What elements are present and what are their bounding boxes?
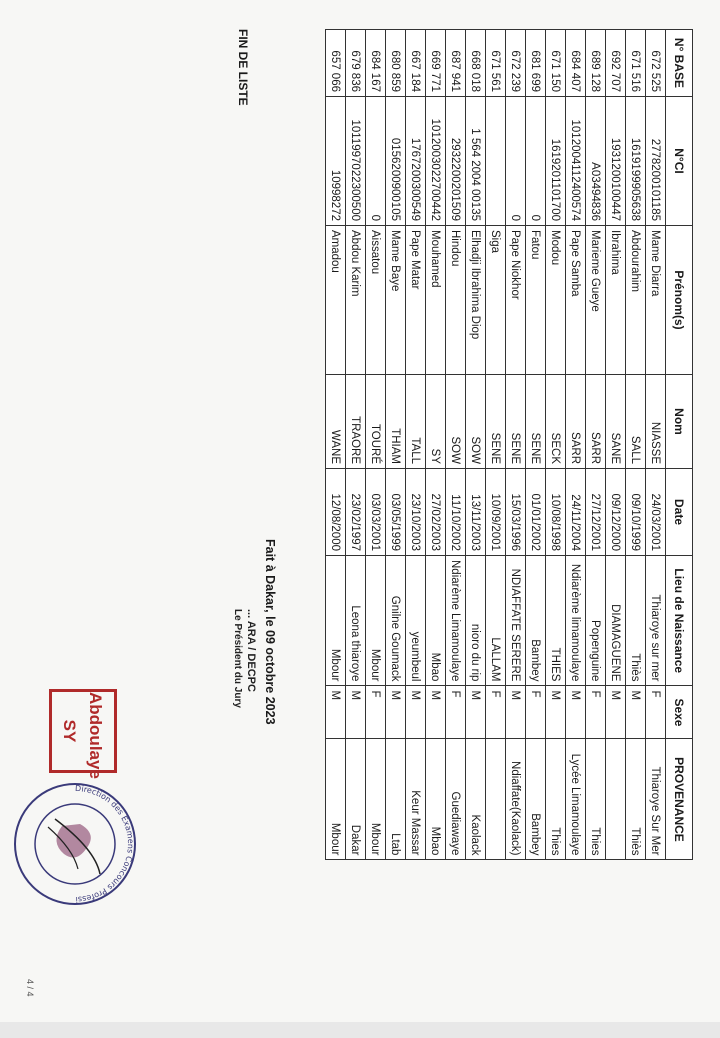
- cell-sexe: F: [526, 686, 546, 739]
- candidate-table: [325, 29, 693, 860]
- stamp-first-name: Abdoulaye: [86, 692, 105, 779]
- cell-nom: SY: [426, 375, 446, 469]
- cell-sexe: F: [366, 686, 386, 739]
- cell-cni: 2778200101185: [646, 97, 666, 226]
- end-of-list-label: FIN DE LISTE: [236, 29, 250, 106]
- cell-nom: NIASSE: [646, 375, 666, 469]
- cell-sexe: F: [486, 686, 506, 739]
- cell-cni: 1012004112400574: [566, 97, 586, 226]
- cell-prenom: Mame Diarra: [646, 226, 666, 375]
- cell-sexe: F: [586, 686, 606, 739]
- stamp-last-name: SY: [60, 719, 79, 743]
- col-header-nom: Nom: [666, 375, 693, 469]
- cell-cni: 2932200201509: [446, 97, 466, 226]
- cell-nom: SENE: [526, 375, 546, 469]
- cell-nom: SECK: [546, 375, 566, 469]
- cell-prenom: Fatou: [526, 226, 546, 375]
- cell-provenance: Ltab: [386, 739, 406, 860]
- cell-date: 24/03/2001: [646, 469, 666, 556]
- cell-nom: THIAM: [386, 375, 406, 469]
- cell-cni: 0: [526, 97, 546, 226]
- cell-nom: TRAORE: [346, 375, 366, 469]
- cell-lieu: Mbao: [426, 556, 446, 686]
- cell-cni: 1 564 2004 00135: [466, 97, 486, 226]
- cell-prenom: Abdourahim: [626, 226, 646, 375]
- cell-nom: SOW: [466, 375, 486, 469]
- cell-provenance: Thiaroye Sur Mer: [646, 739, 666, 860]
- cell-cni: 1619201101700: [546, 97, 566, 226]
- page-number: 4 / 4: [25, 979, 35, 997]
- cell-date: 11/10/2002: [446, 469, 466, 556]
- cell-lieu: Leona thiaroye: [346, 556, 366, 686]
- table-row: [346, 30, 366, 860]
- name-stamp: [49, 689, 117, 779]
- cell-cni: 0: [506, 97, 526, 226]
- cell-lieu: Mbour: [366, 556, 386, 686]
- cell-provenance: Lycée Limamoulaye: [566, 739, 586, 860]
- cell-base: 668 018: [466, 30, 486, 97]
- cell-provenance: Mbour: [326, 739, 346, 860]
- cell-prenom: Siga: [486, 226, 506, 375]
- cell-cni: A03494836: [586, 97, 606, 226]
- table-row: [466, 30, 486, 860]
- cell-provenance: [486, 739, 506, 860]
- cell-base: 671 561: [486, 30, 506, 97]
- cell-nom: SARR: [586, 375, 606, 469]
- cell-nom: SENE: [486, 375, 506, 469]
- table-row: [446, 30, 466, 860]
- col-header-base: N° BASE: [666, 30, 693, 97]
- cell-base: 671 150: [546, 30, 566, 97]
- cell-prenom: Mame Baye: [386, 226, 406, 375]
- table-row: [646, 30, 666, 860]
- cell-sexe: F: [646, 686, 666, 739]
- cell-provenance: Kaolack: [466, 739, 486, 860]
- cell-cni: 0: [366, 97, 386, 226]
- cell-nom: SANE: [606, 375, 626, 469]
- cell-provenance: Dakar: [346, 739, 366, 860]
- cell-provenance: Keur Massar: [406, 739, 426, 860]
- official-seal: [10, 779, 140, 909]
- cell-nom: SARR: [566, 375, 586, 469]
- col-header-prenom: Prénom(s): [666, 226, 693, 375]
- cell-date: 15/03/1996: [506, 469, 526, 556]
- cell-sexe: M: [326, 686, 346, 739]
- cell-lieu: Gnilne Goumack: [386, 556, 406, 686]
- cell-date: 09/10/1999: [626, 469, 646, 556]
- cell-base: 669 771: [426, 30, 446, 97]
- cell-lieu: NDIAFFATE SERERE: [506, 556, 526, 686]
- cell-nom: TALL: [406, 375, 426, 469]
- signature-place-date: Fait à Dakar, le 09 octobre 2023: [263, 539, 277, 725]
- cell-date: 01/01/2002: [526, 469, 546, 556]
- cell-sexe: M: [406, 686, 426, 739]
- cell-date: 27/12/2001: [586, 469, 606, 556]
- cell-provenance: Bambey: [526, 739, 546, 860]
- cell-prenom: Ibrahima: [606, 226, 626, 375]
- cell-date: 23/02/1997: [346, 469, 366, 556]
- cell-sexe: F: [446, 686, 466, 739]
- cell-sexe: M: [606, 686, 626, 739]
- cell-prenom: Modou: [546, 226, 566, 375]
- cell-base: 684 407: [566, 30, 586, 97]
- cell-date: 23/10/2003: [406, 469, 426, 556]
- cell-lieu: THIES: [546, 556, 566, 686]
- cell-provenance: Mbour: [366, 739, 386, 860]
- cell-date: 12/08/2000: [326, 469, 346, 556]
- seal-graphic: [10, 779, 140, 909]
- cell-sexe: M: [386, 686, 406, 739]
- cell-provenance: Thiès: [626, 739, 646, 860]
- cell-cni: 1767200300549: [406, 97, 426, 226]
- cell-prenom: Amadou: [326, 226, 346, 375]
- cell-lieu: Mbour: [326, 556, 346, 686]
- cell-cni: 1931200100447: [606, 97, 626, 226]
- cell-date: 13/11/2003: [466, 469, 486, 556]
- table-row: [486, 30, 506, 860]
- cell-nom: SENE: [506, 375, 526, 469]
- col-header-cni: N°CI: [666, 97, 693, 226]
- cell-nom: TOURÉ: [366, 375, 386, 469]
- cell-cni: 1619199905638: [626, 97, 646, 226]
- table-row: [426, 30, 446, 860]
- cell-sexe: M: [546, 686, 566, 739]
- cell-prenom: Pape Samba: [566, 226, 586, 375]
- cell-sexe: M: [506, 686, 526, 739]
- cell-base: 684 167: [366, 30, 386, 97]
- cell-lieu: Ndiarème Limamoulaye: [446, 556, 466, 686]
- cell-lieu: Popenguine: [586, 556, 606, 686]
- table-row: [406, 30, 426, 860]
- jury-president-line: Le Président du Jury: [232, 609, 243, 708]
- cell-prenom: Aissatou: [366, 226, 386, 375]
- cell-prenom: Pape Niokhor: [506, 226, 526, 375]
- cell-sexe: M: [426, 686, 446, 739]
- cell-base: 667 184: [406, 30, 426, 97]
- cell-sexe: M: [346, 686, 366, 739]
- cell-lieu: yeumbeul: [406, 556, 426, 686]
- cell-prenom: Abdou Karim: [346, 226, 366, 375]
- cell-base: 671 516: [626, 30, 646, 97]
- cell-cni: 0156200900105: [386, 97, 406, 226]
- cell-sexe: M: [466, 686, 486, 739]
- cell-lieu: DIAMAGUENE: [606, 556, 626, 686]
- cell-prenom: Pape Matar: [406, 226, 426, 375]
- cell-base: 692 707: [606, 30, 626, 97]
- jury-office-line: ... ARA / DECPC: [245, 609, 257, 692]
- cell-cni: 1012003022700442: [426, 97, 446, 226]
- cell-base: 672 525: [646, 30, 666, 97]
- table-row: [566, 30, 586, 860]
- cell-date: 24/11/2004: [566, 469, 586, 556]
- cell-cni: 1011997022300500: [346, 97, 366, 226]
- cell-date: 03/05/1999: [386, 469, 406, 556]
- table-row: [526, 30, 546, 860]
- col-header-sexe: Sexe: [666, 686, 693, 739]
- cell-date: 27/02/2003: [426, 469, 446, 556]
- rotated-document: [15, 19, 705, 1019]
- table-row: [366, 30, 386, 860]
- cell-base: 672 239: [506, 30, 526, 97]
- col-header-lieu: Lieu de Naissance: [666, 556, 693, 686]
- cell-provenance: Ndiaffate(Kaolack): [506, 739, 526, 860]
- cell-sexe: M: [626, 686, 646, 739]
- cell-base: 687 941: [446, 30, 466, 97]
- table-header-row: [666, 30, 693, 860]
- cell-lieu: Bambey: [526, 556, 546, 686]
- cell-provenance: Guediawaye: [446, 739, 466, 860]
- cell-cni: 10998272: [326, 97, 346, 226]
- table-row: [506, 30, 526, 860]
- cell-lieu: LALLAM: [486, 556, 506, 686]
- cell-date: 10/08/1998: [546, 469, 566, 556]
- cell-base: 680 859: [386, 30, 406, 97]
- cell-provenance: [606, 739, 626, 860]
- cell-base: 679 836: [346, 30, 366, 97]
- cell-provenance: Thies: [586, 739, 606, 860]
- scan-edge-band: [0, 1022, 720, 1038]
- cell-base: 657 066: [326, 30, 346, 97]
- cell-base: 681 699: [526, 30, 546, 97]
- cell-date: 10/09/2001: [486, 469, 506, 556]
- cell-nom: WANE: [326, 375, 346, 469]
- cell-base: 689 128: [586, 30, 606, 97]
- cell-sexe: M: [566, 686, 586, 739]
- cell-prenom: Elhadji Ibrahima Diop: [466, 226, 486, 375]
- table-row: [546, 30, 566, 860]
- cell-prenom: Mouhamed: [426, 226, 446, 375]
- table-row: [606, 30, 626, 860]
- cell-date: 09/12/2000: [606, 469, 626, 556]
- cell-prenom: Marieme Gueye: [586, 226, 606, 375]
- cell-provenance: Thies: [546, 739, 566, 860]
- cell-lieu: nioro du rip: [466, 556, 486, 686]
- table-row: [326, 30, 346, 860]
- table-row: [586, 30, 606, 860]
- table-row: [626, 30, 646, 860]
- table-row: [386, 30, 406, 860]
- col-header-provenance: PROVENANCE: [666, 739, 693, 860]
- cell-nom: SOW: [446, 375, 466, 469]
- cell-nom: SALL: [626, 375, 646, 469]
- cell-lieu: Thiaroye sur mer: [646, 556, 666, 686]
- seal-text: Direction des Examens Concours Professi Certifications: [74, 779, 140, 905]
- cell-provenance: Mbao: [426, 739, 446, 860]
- cell-prenom: Hindou: [446, 226, 466, 375]
- col-header-date: Date: [666, 469, 693, 556]
- cell-lieu: Thiès: [626, 556, 646, 686]
- cell-cni: [486, 97, 506, 226]
- cell-date: 03/03/2001: [366, 469, 386, 556]
- cell-lieu: Ndiarème limamoulaye: [566, 556, 586, 686]
